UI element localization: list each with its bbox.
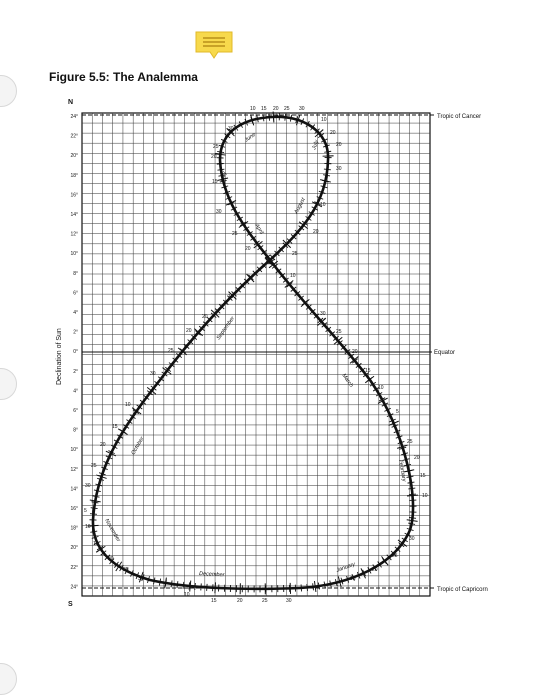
day-label: 20 [211,154,217,160]
declination-tick-label: 6° [73,290,78,297]
grid [82,113,430,596]
day-label: 30 [320,311,326,317]
day-label: 20 [202,314,208,320]
month-label-september: September [215,315,237,342]
declination-tick-label: 10° [70,251,78,258]
month-label-january: January [335,561,357,574]
day-label: 25 [292,251,298,257]
month-label-november: November [103,518,122,543]
declination-tick-label: 18° [70,172,78,179]
day-label: 25 [407,439,413,445]
declination-tick-label: 8° [73,270,78,277]
day-label: 10 [321,117,327,123]
declination-tick-label: 22° [70,564,78,571]
declination-tick-label: 0° [73,349,78,356]
day-label: 10 [85,524,91,530]
day-label: 25 [123,567,129,573]
declination-tick-label: 6° [73,408,78,414]
day-label: 30 [138,576,144,582]
declination-tick-label: 4° [73,310,78,316]
day-label: 30 [216,209,222,215]
day-label: 20 [237,598,243,604]
month-label-june: June [243,131,257,144]
declination-tick-label: 10° [70,447,78,454]
day-label: 25 [262,598,268,604]
day-label: 30 [85,483,91,489]
declination-tick-label: 22° [70,133,78,140]
month-label-july: July [311,139,321,151]
day-label: 10 [228,294,234,300]
tropic-of-cancer-label: Tropic of Cancer [437,114,482,120]
month-label-may: May [220,171,228,183]
day-label: 5 [396,409,399,415]
day-label: 15 [261,106,267,112]
day-label: 30 [409,536,415,542]
day-label: 25 [213,144,219,150]
south-label: S [68,601,73,608]
declination-tick-label: 20° [70,153,78,160]
day-label: 15 [212,179,218,185]
day-label: 20 [330,130,336,136]
day-label: 20 [245,246,251,252]
tropic-of-capricorn-label: Tropic of Capricorn [437,587,488,593]
day-label: 10 [378,385,384,391]
month-label-april: April [253,222,265,236]
north-label: N [68,99,74,106]
day-label: 20 [108,556,114,562]
day-label: 10 [320,202,326,208]
day-label: 15 [365,368,371,374]
day-label: 20 [352,349,358,355]
declination-tick-label: 14° [70,486,78,493]
day-label: 10 [290,273,296,279]
declination-tick-label: 18° [70,525,78,532]
day-label: 15 [420,473,426,479]
day-label: 25 [232,231,238,237]
day-label: 15 [350,576,356,582]
equator-label: Equator [434,350,456,356]
day-label: 25 [91,463,97,469]
day-label: 25 [168,348,174,354]
declination-tick-label: 16° [70,506,78,512]
day-label: 10 [184,592,190,598]
day-label: 20 [186,328,192,334]
day-label: 20 [414,455,420,461]
day-label: 25 [392,553,398,559]
month-label-march: March [340,372,355,389]
day-label: 25 [336,329,342,335]
day-label: 5 [84,508,87,514]
month-label-december: December [198,571,225,579]
day-label: 30 [286,598,292,604]
declination-tick-label: 8° [73,427,78,434]
declination-tick-label: 20° [70,545,78,552]
figure-title: Figure 5.5: The Analemma [49,70,198,84]
month-label-august: August [293,197,307,215]
day-label: 30 [150,371,156,377]
declination-tick-label: 24° [70,114,78,120]
day-label: 20 [273,106,279,112]
declination-tick-label: 14° [70,212,78,218]
day-label: 15 [93,541,99,547]
day-label: 30 [228,126,234,132]
day-label: 30 [299,106,305,112]
day-label: 15 [211,598,217,604]
day-label: 10 [422,493,428,499]
month-label-february: February [397,459,407,483]
day-label: 30 [336,166,342,172]
declination-tick-label: 12° [70,231,78,238]
day-label: 20 [372,567,378,573]
day-label: 25 [284,106,290,112]
declination-tick-labels [70,114,78,590]
y-axis-label: Declination of Sun [56,328,63,385]
declination-tick-label: 4° [73,388,78,395]
declination-tick-label: 24° [70,584,78,591]
day-label: 20 [336,142,342,148]
declination-tick-label: 16° [70,192,78,199]
declination-tick-label: 2° [73,329,78,336]
day-label: 20 [313,229,319,235]
declination-tick-label: 2° [73,368,78,375]
declination-tick-label: 12° [70,466,78,473]
day-label: 10 [125,402,131,408]
day-label: 20 [100,442,106,448]
day-label: 15 [112,424,118,430]
day-label: 10 [250,106,256,112]
month-label-october: October [130,436,146,456]
